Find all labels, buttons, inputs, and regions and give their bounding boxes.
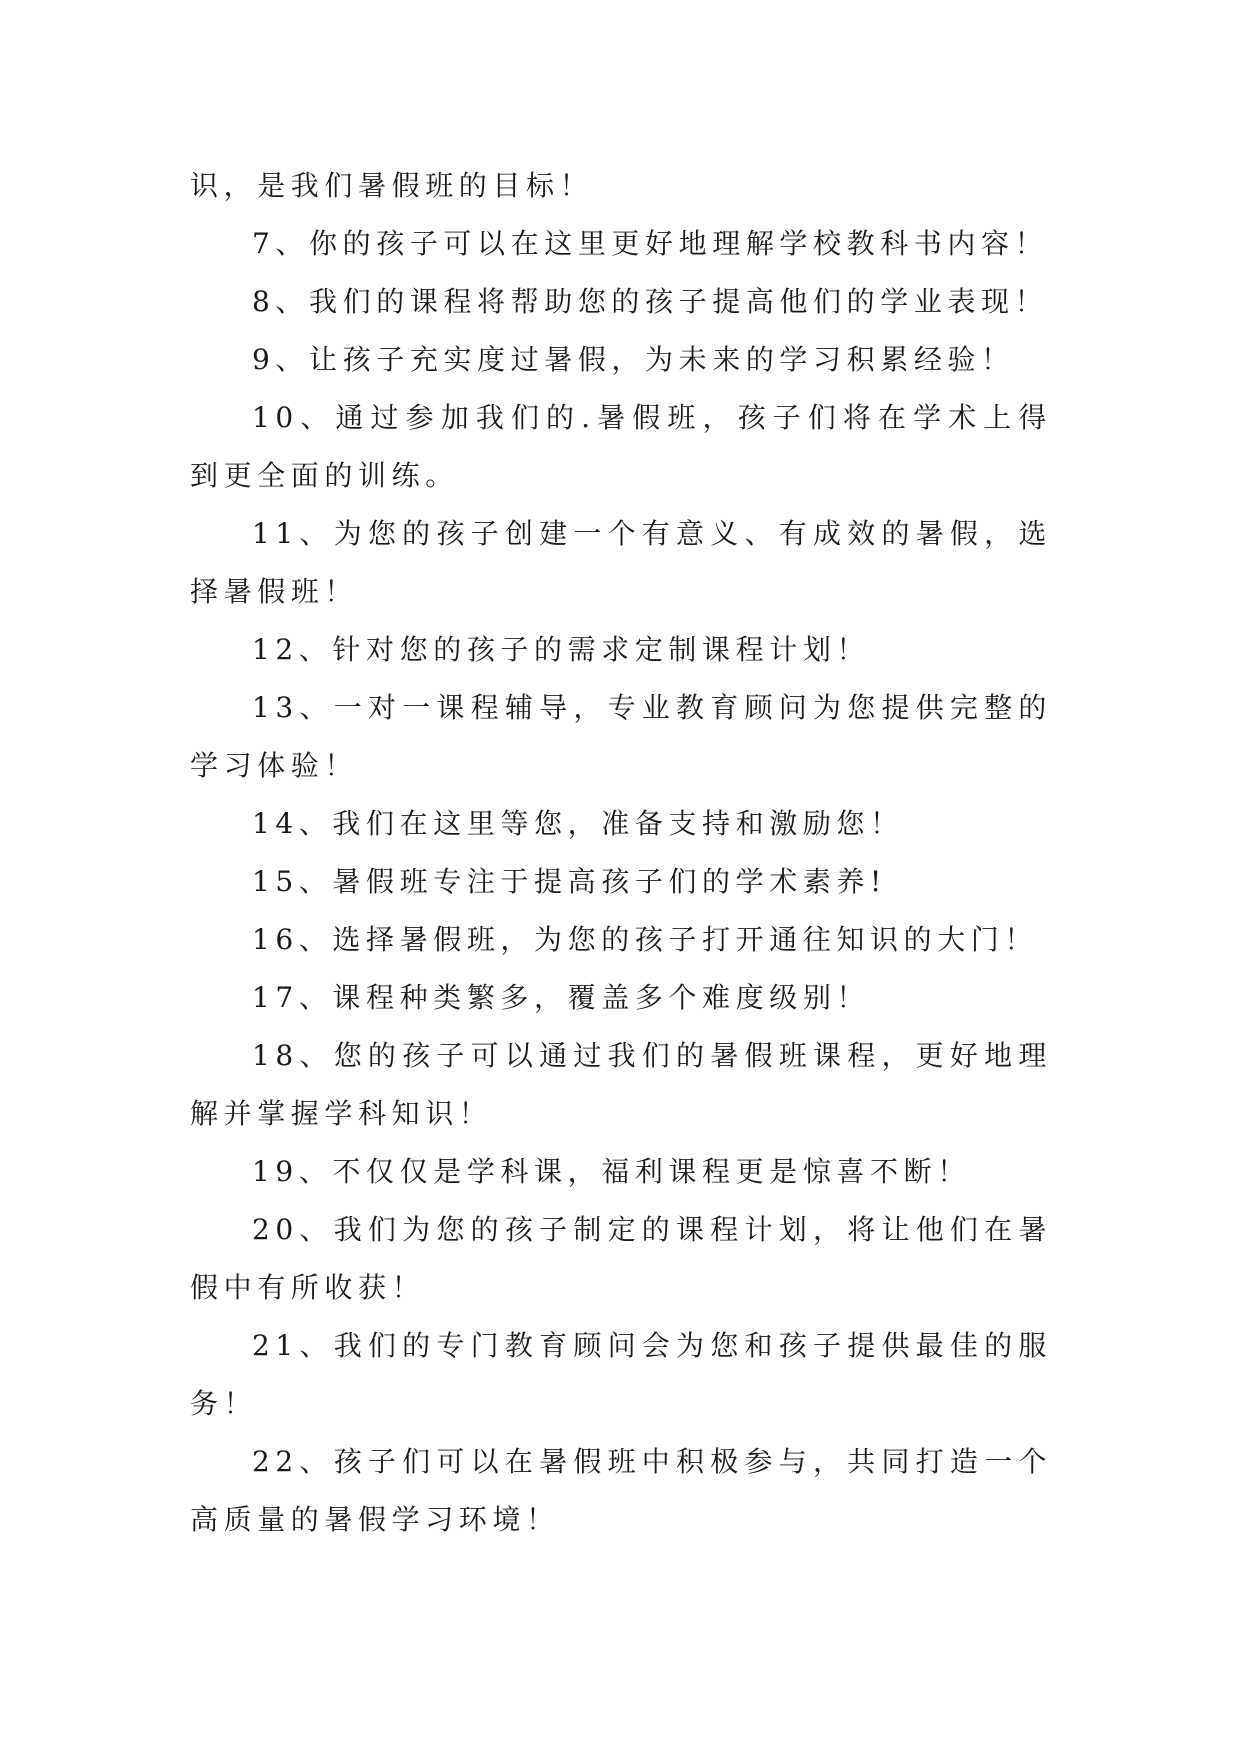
- paragraph: 16、选择暑假班，为您的孩子打开通往知识的大门！: [252, 923, 1039, 956]
- paragraph: 7、你的孩子可以在这里更好地理解学校教科书内容！: [252, 227, 1049, 260]
- paragraph: 22、孩子们可以在暑假班中积极参与，共同打造一个高质量的暑假学习环境！: [190, 1445, 1052, 1536]
- paragraph: 8、我们的课程将帮助您的孩子提高他们的学业表现！: [252, 285, 1049, 318]
- paragraph: 19、不仅仅是学科课，福利课程更是惊喜不断！: [252, 1155, 971, 1188]
- paragraph: 17、课程种类繁多，覆盖多个难度级别！: [252, 981, 871, 1014]
- paragraph: 10、通过参加我们的.暑假班，孩子们将在学术上得到更全面的训练。: [190, 401, 1052, 492]
- document-body: [190, 157, 1052, 1549]
- paragraph: 11、为您的孩子创建一个有意义、有成效的暑假，选择暑假班！: [190, 517, 1052, 608]
- paragraph: 识，是我们暑假班的目标！: [190, 169, 594, 202]
- paragraph: 18、您的孩子可以通过我们的暑假班课程，更好地理解并掌握学科知识！: [190, 1039, 1052, 1130]
- paragraph: 15、暑假班专注于提高孩子们的学术素养!: [252, 865, 887, 898]
- paragraph: 9、让孩子充实度过暑假，为未来的学习积累经验！: [252, 343, 1015, 376]
- paragraph: 14、我们在这里等您，准备支持和激励您！: [252, 807, 904, 840]
- paragraph: 12、针对您的孩子的需求定制课程计划！: [252, 633, 871, 666]
- paragraph: 13、一对一课程辅导，专业教育顾问为您提供完整的学习体验！: [190, 691, 1052, 782]
- paragraph: 21、我们的专门教育顾问会为您和孩子提供最佳的服务！: [190, 1329, 1052, 1420]
- paragraph: 20、我们为您的孩子制定的课程计划，将让他们在暑假中有所收获！: [190, 1213, 1052, 1304]
